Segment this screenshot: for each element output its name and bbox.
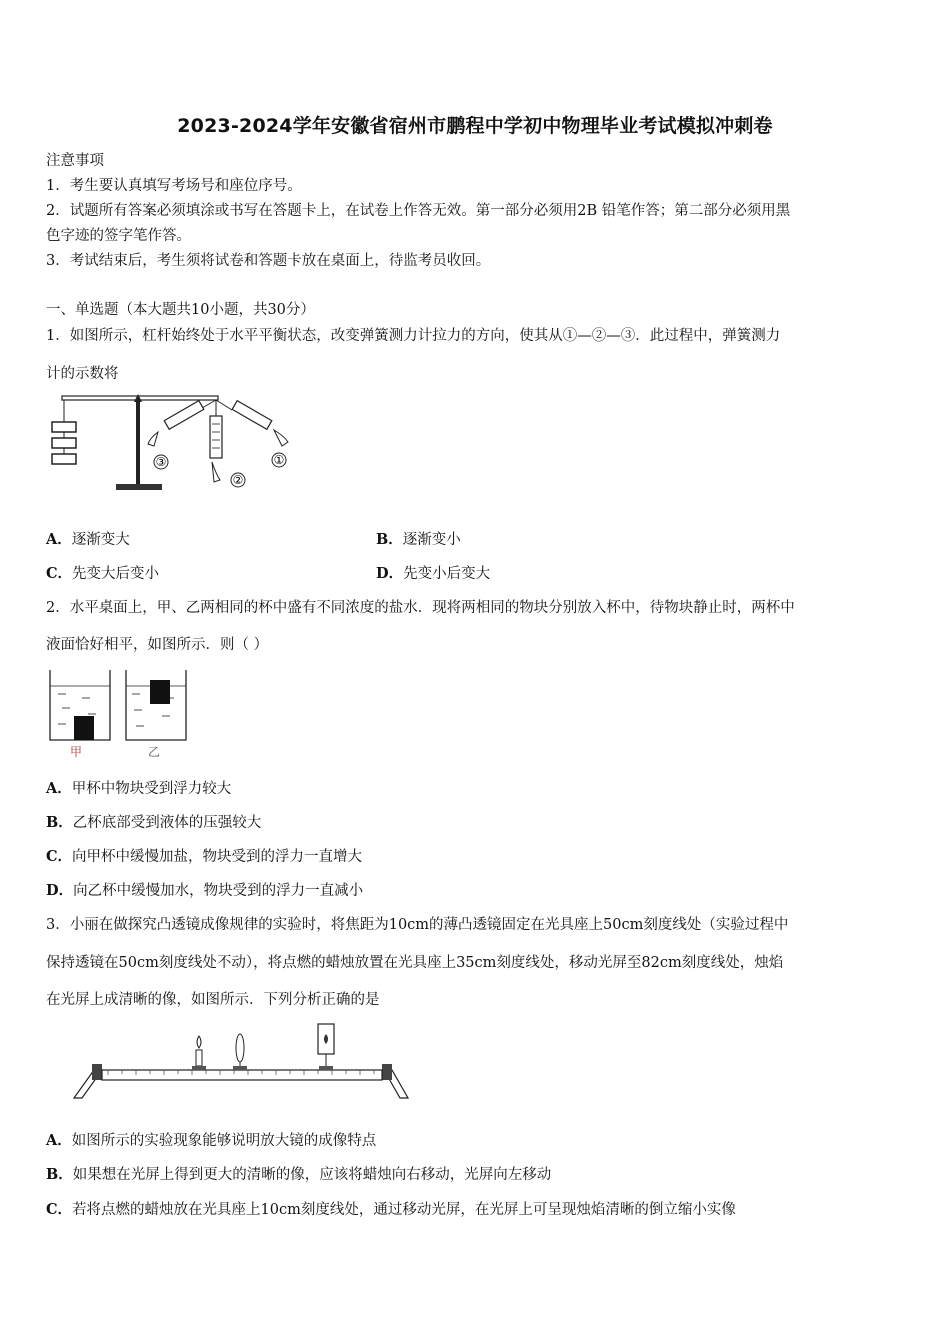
figure-label-3: ③ <box>155 455 167 469</box>
option-letter: B． <box>46 814 73 831</box>
option-text: 先变大后变小 <box>72 566 160 582</box>
q1-stem: 1．如图所示，杠杆始终处于水平平衡状态，改变弹簧测力计拉力的方向，使其从①—②—③．此过程中，弹簧测力 <box>46 328 781 344</box>
q1-option-d[interactable] <box>376 564 490 584</box>
q2-option-a[interactable] <box>46 779 231 799</box>
option-letter: D． <box>376 565 404 582</box>
beakers-figure <box>46 668 196 763</box>
option-letter: A． <box>46 780 72 797</box>
q3-stem-cont: 保持透镜在50cm刻度线处不动），将点燃的蜡烛放置在光具座上35cm刻度线处，移动光屏至82cm刻度线处，烛焰 <box>46 955 784 971</box>
notice-item: 2．试题所有答案必须填涂或书写在答题卡上，在试卷上作答无效。第一部分必须用2B 铅笔作答；第二部分必须用黑 <box>46 203 791 219</box>
option-letter: C． <box>46 565 73 582</box>
beaker-label-yi: 乙 <box>147 745 161 759</box>
option-letter: C． <box>46 1201 73 1218</box>
q2-option-b[interactable] <box>46 813 261 833</box>
option-text: 逐渐变小 <box>402 532 461 548</box>
q1-option-b[interactable] <box>376 530 461 550</box>
option-letter: A． <box>46 1132 72 1149</box>
q3-stem: 3．小丽在做探究凸透镜成像规律的实验时，将焦距为10cm的薄凸透镜固定在光具座上50cm刻度线处（实验过程中 <box>46 917 789 933</box>
page-title: 2023-2024学年安徽省宿州市鹏程中学初中物理毕业考试模拟冲刺卷 <box>177 115 773 137</box>
option-text: 逐渐变大 <box>71 532 130 548</box>
q1-option-a[interactable] <box>46 530 130 550</box>
q2-option-c[interactable] <box>46 847 362 867</box>
notice-item: 3．考试结束后，考生须将试卷和答题卡放在桌面上，待监考员收回。 <box>46 253 491 269</box>
option-letter: D． <box>46 882 74 899</box>
option-text: 向乙杯中缓慢加水，物块受到的浮力一直减小 <box>73 883 364 899</box>
q3-stem-cont: 在光屏上成清晰的像，如图所示．下列分析正确的是 <box>46 992 380 1008</box>
figure-label-1: ① <box>273 453 285 467</box>
q3-option-b[interactable] <box>46 1165 551 1185</box>
section-heading: 一、单选题（本大题共10小题，共30分） <box>46 302 315 318</box>
q2-option-d[interactable] <box>46 881 363 901</box>
option-letter: B． <box>46 1166 73 1183</box>
figure-label-2: ② <box>232 473 244 487</box>
option-text: 向甲杯中缓慢加盐，物块受到的浮力一直增大 <box>72 849 363 865</box>
option-text: 乙杯底部受到液体的压强较大 <box>72 815 262 831</box>
q2-stem-cont: 液面恰好相平，如图所示．则（ ） <box>46 637 269 653</box>
option-letter: A． <box>46 531 72 548</box>
option-text: 如果想在光屏上得到更大的清晰的像，应该将蜡烛向右移动，光屏向左移动 <box>72 1167 552 1183</box>
q1-stem-cont: 计的示数将 <box>46 366 119 382</box>
q3-option-c[interactable] <box>46 1200 736 1220</box>
option-text: 若将点燃的蜡烛放在光具座上10cm刻度线处，通过移动光屏，在光屏上可呈现烛焰清晰的倒立缩小实像 <box>72 1202 736 1218</box>
beaker-label-jia: 甲 <box>69 745 83 759</box>
notice-heading: 注意事项 <box>46 153 104 169</box>
option-text: 先变小后变大 <box>403 566 491 582</box>
option-letter: C． <box>46 848 73 865</box>
option-text: 如图所示的实验现象能够说明放大镜的成像特点 <box>71 1133 377 1149</box>
notice-item: 色字迹的签字笔作答。 <box>46 228 191 244</box>
optical-bench-figure <box>72 1022 412 1102</box>
option-text: 甲杯中物块受到浮力较大 <box>71 781 232 797</box>
notice-item: 1．考生要认真填写考场号和座位序号。 <box>46 178 302 194</box>
q1-option-c[interactable] <box>46 564 159 584</box>
option-letter: B． <box>376 531 403 548</box>
q2-stem: 2．水平桌面上，甲、乙两相同的杯中盛有不同浓度的盐水．现将两相同的物块分别放入杯中，待物块静止时，两杯中 <box>46 600 795 616</box>
lever-figure <box>46 388 306 498</box>
q3-option-a[interactable] <box>46 1131 376 1151</box>
